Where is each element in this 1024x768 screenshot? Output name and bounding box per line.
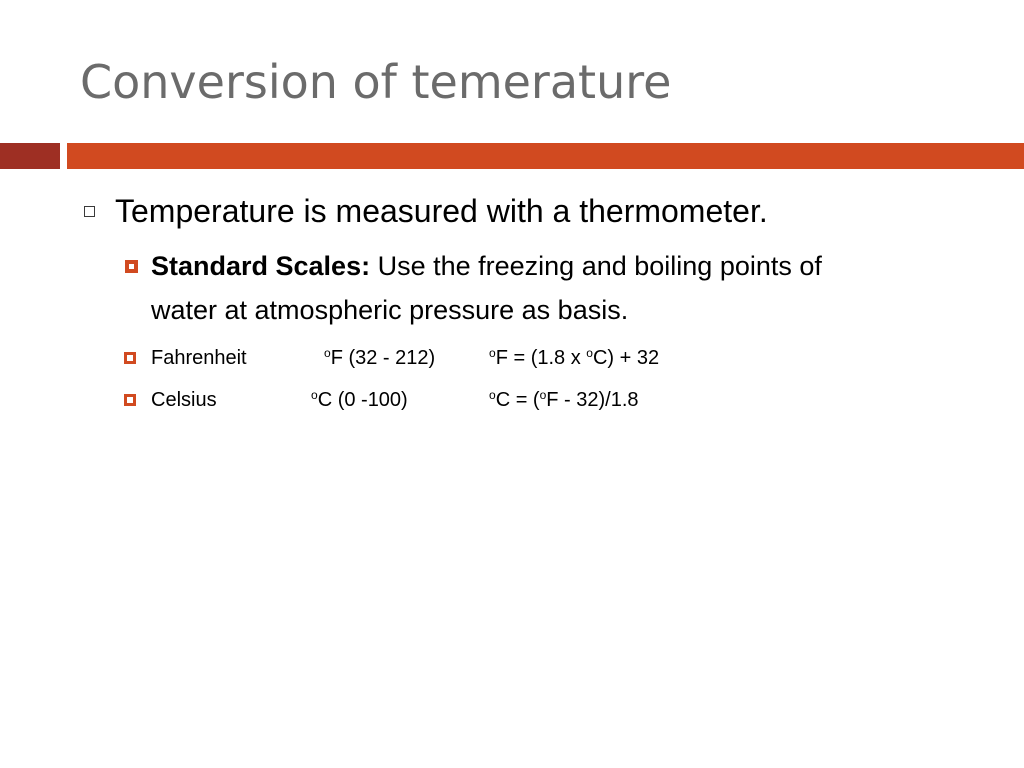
square-bullet-icon: [124, 352, 136, 364]
celsius-scale-text: C (0 -100): [317, 389, 408, 411]
square-bullet-icon: [125, 260, 138, 273]
hollow-square-bullet-icon: [84, 206, 95, 217]
standard-scales-label: Standard Scales:: [151, 251, 371, 281]
celsius-formula: [489, 386, 639, 414]
fahrenheit-formula-end: C) + 32: [592, 347, 660, 369]
degree-sup: o: [489, 388, 496, 402]
bullet-thermometer: Temperature is measured with a thermometer.: [115, 193, 768, 229]
accent-bar-left: [0, 143, 60, 169]
accent-bar-right: [67, 143, 1024, 169]
degree-sup: o: [324, 346, 331, 360]
fahrenheit-name: Fahrenheit: [151, 347, 247, 369]
degree-sup: o: [489, 346, 496, 360]
celsius-formula-end: F - 32)/1.8: [546, 389, 639, 411]
fahrenheit-formula: [489, 344, 659, 372]
celsius-formula-mid: C = (: [495, 389, 540, 411]
degree-sup: o: [311, 388, 318, 402]
celsius-scale: [311, 386, 408, 414]
bullet-standard-scales: [151, 244, 822, 288]
fahrenheit-formula-mid: F = (1.8 x: [495, 347, 587, 369]
standard-scales-text-line1: Use the freezing and boiling points of: [370, 251, 822, 281]
degree-sup: o: [539, 388, 547, 402]
degree-sup: o: [586, 346, 593, 360]
square-bullet-icon: [124, 394, 136, 406]
celsius-name: Celsius: [151, 389, 217, 411]
fahrenheit-scale: [324, 344, 435, 372]
slide-title: Conversion of temerature: [80, 55, 672, 109]
standard-scales-text-line2: water at atmospheric pressure as basis.: [151, 295, 629, 325]
fahrenheit-scale-text: F (32 - 212): [330, 347, 436, 369]
